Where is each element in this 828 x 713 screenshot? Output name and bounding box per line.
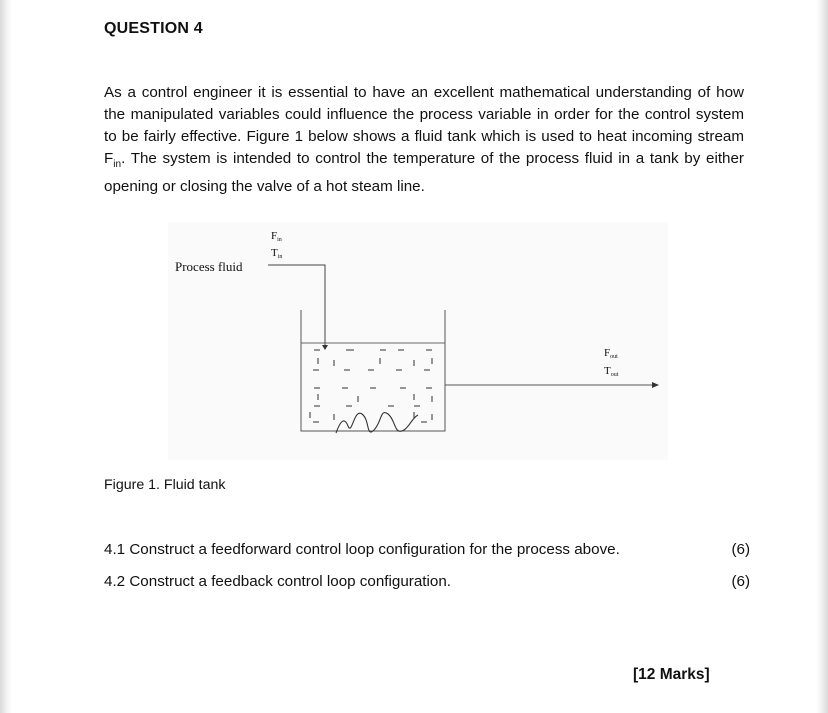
total-marks: [12 Marks] xyxy=(633,666,710,683)
subquestion-marks: (6) xyxy=(731,573,750,590)
subquestion-text: 4.2 Construct a feedback control loop configuration. xyxy=(104,573,451,590)
figure-background xyxy=(168,222,668,460)
fluid-tank-figure xyxy=(168,222,668,460)
process-fluid-label: Process fluid xyxy=(175,259,243,274)
page-edge-right xyxy=(816,0,828,713)
outlet-temp-label: Tout xyxy=(604,365,619,378)
page-edge-left xyxy=(0,0,12,713)
outlet-flow-label: Fout xyxy=(604,347,618,360)
subquestion-text: 4.1 Construct a feedforward control loop configuration for the process above. xyxy=(104,541,620,558)
question-paragraph xyxy=(104,82,744,198)
paragraph-subscript: in xyxy=(113,159,122,171)
fluid-tank-diagram xyxy=(168,222,668,460)
subquestion-marks: (6) xyxy=(731,541,750,558)
paragraph-text-main: As a control engineer it is essential to have an excellent mathematical understanding of how the manipulated variables could influence the process variable in order for the control system to be fairly effective. Figure 1 below shows a fluid tank which is used to heat incoming stream F xyxy=(104,84,744,167)
inlet-flow-label: Fin xyxy=(271,230,282,243)
figure-caption: Figure 1. Fluid tank xyxy=(104,477,226,493)
question-title: QUESTION 4 xyxy=(104,20,203,37)
inlet-temp-label: Tin xyxy=(271,247,283,260)
paragraph-text-end: . The system is intended to control the temperature of the process fluid in a tank by either opening or closing the valve of a hot steam line. xyxy=(104,150,744,196)
